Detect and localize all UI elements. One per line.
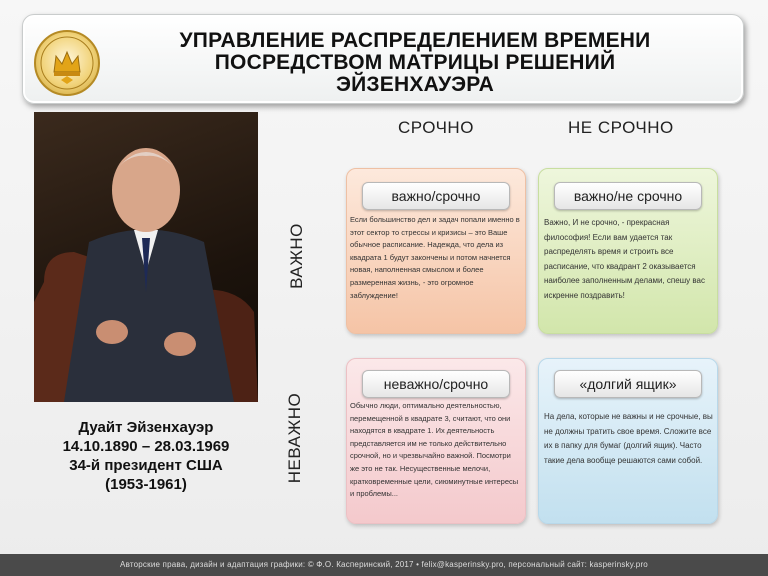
caption-role: 34-й президент США <box>69 457 223 474</box>
quadrant-label-important-not-urgent: важно/не срочно <box>554 182 702 210</box>
row-label-important: ВАЖНО <box>287 223 306 289</box>
quadrant-label-important-urgent: важно/срочно <box>362 182 510 210</box>
row-label-not-important: НЕВАЖНО <box>285 392 304 484</box>
portrait-photo <box>34 112 258 402</box>
caption-dates: 14.10.1890 – 28.03.1969 <box>62 438 230 455</box>
quadrant-text-important-not-urgent: Важно, И не срочно, - прекрасная философия! Если вам удается так распределять время и строить все расписание, что квадрант 2 оказывается наиболее заполненным делами, спешу вас искренне поздравить! <box>544 218 705 300</box>
quadrant-text-important-urgent: Если большинство дел и задач попали именно в этот сектор то стрессы и кризисы – это Ваше обычное расписание. Надежда, что дела из квадрата 1 будут закончены и потом начнется новая, наполненная смыслом и более размеренная жизнь, - это огромное заблуждение! <box>350 215 520 300</box>
column-header-urgent: СРОЧНО <box>398 118 474 137</box>
portrait-caption <box>34 418 258 494</box>
column-header-not-urgent: НЕ СРОЧНО <box>568 118 674 137</box>
caption-name: Дуайт Эйзенхауэр <box>78 419 214 436</box>
title-line-1: УПРАВЛЕНИЕ РАСПРЕДЕЛЕНИЕМ ВРЕМЕНИ <box>179 29 651 52</box>
caption-term: (1953-1961) <box>105 476 187 493</box>
title-line-2: ПОСРЕДСТВОМ МАТРИЦЫ РЕШЕНИЙ <box>214 51 616 74</box>
quadrant-text-not-important-not-urgent: На дела, которые не важны и не срочные, вы не должны тратить свое время. Сложите все их в папку для бумаг (долгий ящик). Часто такие дела вообще решаются сами собой. <box>544 412 713 465</box>
quadrant-label-not-important-not-urgent: «долгий ящик» <box>554 370 702 398</box>
quadrant-text-not-important-urgent: Обычно люди, оптимально деятельностью, перемещенной в квадрате 3, считают, что они находятся в квадрате 1. Их деятельность представляется им не только действительно срочной, но и чрезвычайно важной. Посмотри же это не так. Несущественные мелочи, кратковременные цели, сиюминутные интересы и проблемы... <box>350 401 519 499</box>
quadrant-label-not-important-urgent: неважно/срочно <box>362 370 510 398</box>
logo <box>34 30 100 96</box>
footer-copyright: Авторские права, дизайн и адаптация графики: © Ф.О. Касперинский, 2017 • felix@kasperinsky.pro, персональный сайт: kasperinsky.pro <box>0 554 768 576</box>
crown-icon <box>36 32 98 94</box>
page-title <box>130 30 700 96</box>
title-line-3: ЭЙЗЕНХАУЭРА <box>336 73 494 96</box>
